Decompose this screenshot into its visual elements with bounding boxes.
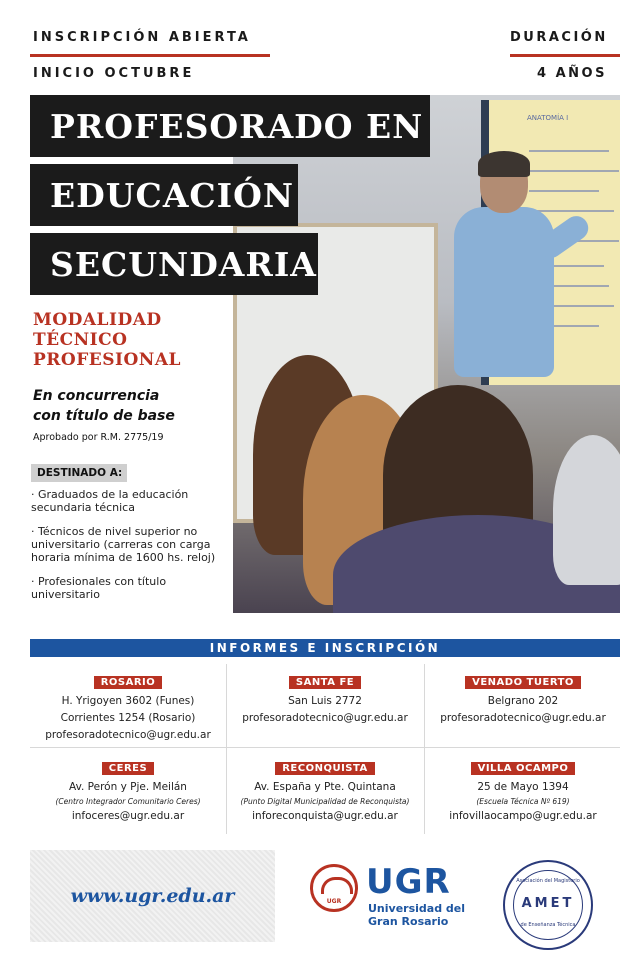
city-badge: CERES bbox=[102, 762, 154, 775]
address-line: H. Yrigoyen 3602 (Funes) bbox=[61, 695, 195, 707]
title-line-3: SECUNDARIA bbox=[30, 233, 318, 295]
duration-label: DURACIÓN bbox=[510, 30, 608, 45]
city-badge: RECONQUISTA bbox=[275, 762, 375, 775]
ugr-logo bbox=[310, 862, 470, 938]
header-divider-left bbox=[30, 54, 270, 57]
city-badge: VILLA OCAMPO bbox=[471, 762, 576, 775]
address-note: (Centro Integrador Comunitario Ceres) bbox=[55, 797, 201, 806]
ugr-name-line-1: Universidad del bbox=[368, 902, 466, 915]
student-figure bbox=[553, 435, 620, 585]
screen-heading: ANATOMÍA I bbox=[527, 114, 569, 122]
location-venado-tuerto bbox=[425, 664, 621, 727]
locations-grid bbox=[30, 664, 620, 834]
modality-line-2: TÉCNICO bbox=[33, 330, 128, 350]
address-line: Belgrano 202 bbox=[487, 695, 559, 707]
list-item: · Técnicos de nivel superior no universitario (carreras con carga horaria mínima de 1600 hs. reloj) bbox=[31, 525, 216, 564]
email-link[interactable]: infoceres@ugr.edu.ar bbox=[71, 810, 185, 822]
list-item: · Graduados de la educación secundaria técnica bbox=[31, 488, 189, 514]
location-villa-ocampo bbox=[425, 748, 621, 825]
city-badge: ROSARIO bbox=[94, 676, 163, 689]
modality-line-1: MODALIDAD bbox=[33, 310, 162, 330]
amet-ring-text-bottom: de Enseñanza Técnica bbox=[520, 922, 576, 928]
info-enrollment-heading: INFORMES E INSCRIPCIÓN bbox=[30, 639, 620, 657]
enrollment-open-label: INSCRIPCIÓN ABIERTA bbox=[33, 30, 251, 45]
email-link[interactable]: profesoradotecnico@ugr.edu.ar bbox=[45, 729, 211, 741]
ugr-emblem-text: UGR bbox=[326, 898, 342, 905]
amet-acronym: AMET bbox=[521, 896, 575, 911]
concurrence-line-1: En concurrencia bbox=[33, 388, 160, 404]
duration-value: 4 AÑOS bbox=[537, 66, 607, 81]
website-box bbox=[30, 850, 275, 942]
location-rosario bbox=[30, 664, 226, 744]
city-badge: SANTA FE bbox=[289, 676, 361, 689]
list-item: · Profesionales con título universitario bbox=[31, 575, 167, 601]
title-line-2: EDUCACIÓN bbox=[30, 164, 298, 226]
ugr-acronym: UGR bbox=[366, 862, 451, 902]
email-link[interactable]: profesoradotecnico@ugr.edu.ar bbox=[242, 712, 408, 724]
ugr-full-name bbox=[368, 902, 465, 928]
location-ceres bbox=[30, 748, 226, 825]
target-audience-label: DESTINADO A: bbox=[31, 464, 127, 482]
address-line: Av. España y Pte. Quintana bbox=[254, 781, 396, 793]
address-line: San Luis 2772 bbox=[288, 695, 362, 707]
header-divider-right bbox=[510, 54, 620, 57]
ugr-name-line-2: Gran Rosario bbox=[368, 915, 449, 928]
concurrence-line-2: con título de base bbox=[33, 408, 175, 424]
approval-resolution: Aprobado por R.M. 2775/19 bbox=[33, 432, 164, 443]
email-link[interactable]: inforeconquista@ugr.edu.ar bbox=[252, 810, 398, 822]
concurrence-note bbox=[33, 386, 175, 426]
title-line-1: PROFESORADO EN bbox=[30, 95, 430, 157]
email-link[interactable]: profesoradotecnico@ugr.edu.ar bbox=[440, 712, 606, 724]
address-line: Av. Perón y Pje. Meilán bbox=[69, 781, 187, 793]
website-link[interactable]: www.ugr.edu.ar bbox=[70, 885, 235, 907]
amet-ring-text-top: Asociación del Magisterio bbox=[516, 878, 580, 884]
location-santa-fe bbox=[227, 664, 423, 727]
address-note: (Escuela Técnica Nº 619) bbox=[476, 797, 570, 806]
location-reconquista bbox=[227, 748, 423, 825]
city-badge: VENADO TUERTO bbox=[465, 676, 581, 689]
modality-line-3: PROFESIONAL bbox=[33, 350, 181, 370]
address-line: 25 de Mayo 1394 bbox=[477, 781, 569, 793]
address-note: (Punto Digital Municipalidad de Reconquista) bbox=[240, 797, 410, 806]
email-link[interactable]: infovillaocampo@ugr.edu.ar bbox=[449, 810, 597, 822]
address-line: Corrientes 1254 (Rosario) bbox=[60, 712, 196, 724]
target-audience-list bbox=[31, 488, 231, 612]
amet-logo bbox=[503, 860, 593, 950]
start-date-label: INICIO OCTUBRE bbox=[33, 66, 195, 81]
